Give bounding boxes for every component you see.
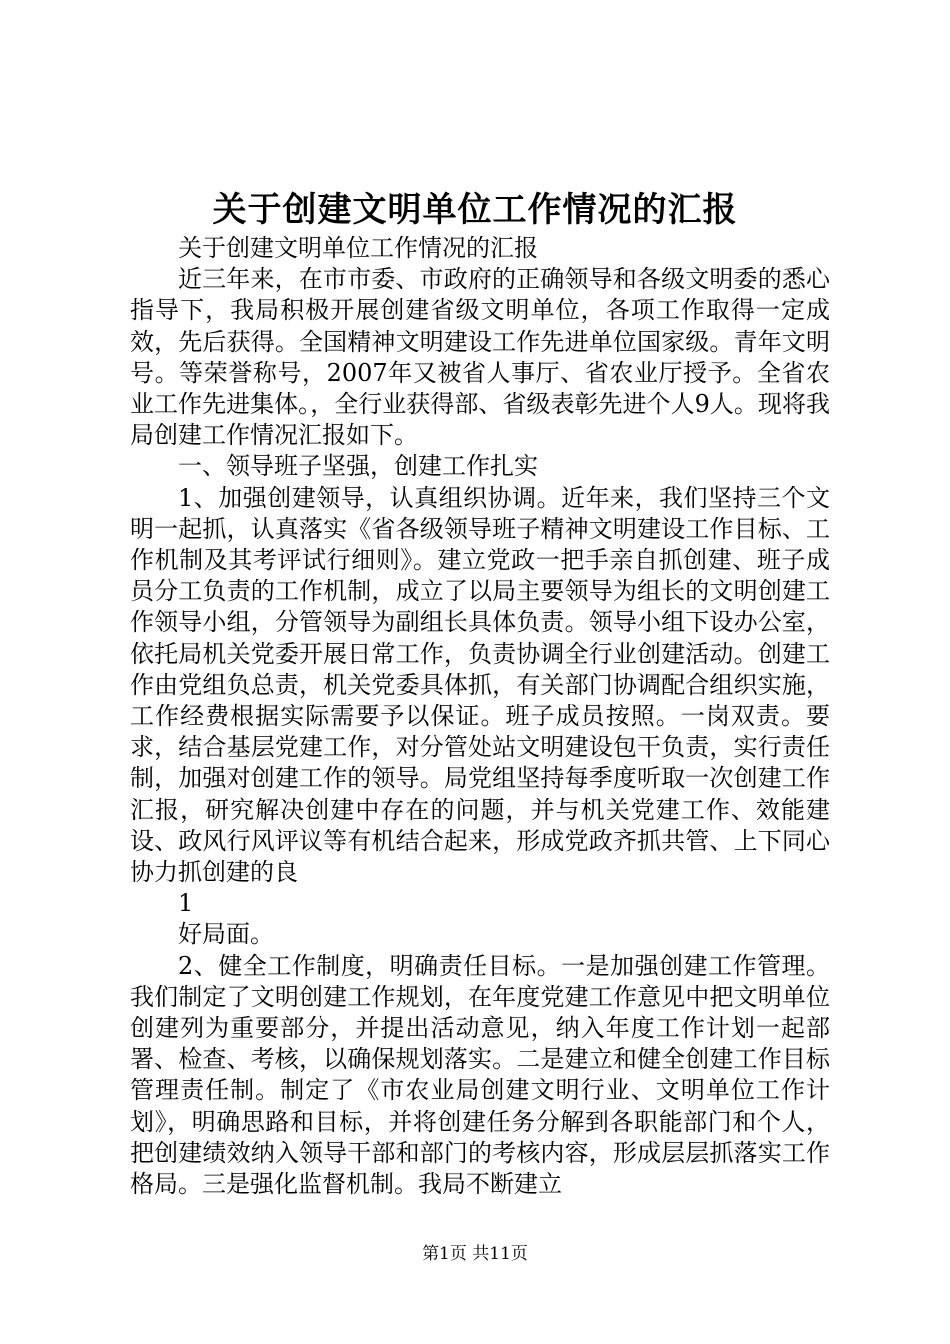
section-heading: 一、领导班子坚强，创建工作扎实 [178, 452, 538, 481]
inline-page-number: 1 [178, 889, 194, 918]
item-2-paragraph: 2、健全工作制度，明确责任目标。一是加强创建工作管理。我们制定了文明创建工作规划，在年度党建工作意见中把文明单位创建列为重要部分，并提出活动意见，纳入年度工作计划一起部署、检查、考核，以确保规划落实。二是建立和健全创建工作目标管理责任制。制定了《市农业局创建文明行业、文明单位工作计划》，明确思路和目标，并将创建任务分解到各职能部门和个人，把创建绩效纳入领导干部和部门的考核内容，形成层层抓落实工作格局。三是强化监督机制。我局不断建立 [130, 951, 830, 1199]
page-footer: 第1页 共11页 [422, 1244, 528, 1264]
document-title: 关于创建文明单位工作情况的汇报 [212, 190, 738, 230]
item-1-paragraph: 1、加强创建领导，认真组织协调。近年来，我们坚持三个文明一起抓，认真落实《省各级领导班子精神文明建设工作目标、工作机制及其考评试行细则》。建立党政一把手亲自抓创建、班子成员分工负责的工作机制，成立了以局主要领导为组长的文明创建工作领导小组，分管领导为副组长具体负责。领导小组下设办公室，依托局机关党委开展日常工作，负责协调全行业创建活动。创建工作由党组负总责，机关党委具体抓，有关部门协调配合组织实施，工作经费根据实际需要予以保证。班子成员按照。一岗双责。要求，结合基层党建工作，对分管处站文明建设包干负责，实行责任制，加强对创建工作的领导。局党组坚持每季度听取一次创建工作汇报，研究解决创建中存在的问题，并与机关党建工作、效能建设、政风行风评议等有机结合起来，形成党政齐抓共管、上下同心协力抓创建的良 [130, 483, 830, 887]
continuation-paragraph: 好局面。 [178, 920, 274, 949]
subtitle-paragraph: 关于创建文明单位工作情况的汇报 [178, 234, 538, 262]
document-body [130, 233, 830, 1200]
intro-paragraph: 近三年来，在市市委、市政府的正确领导和各级文明委的悉心指导下，我局积极开展创建省级文明单位，各项工作取得一定成效，先后获得。全国精神文明建设工作先进单位国家级。青年文明号。等荣誉称号，2007年又被省人事厅、省农业厅授予。全省农业工作先进集体。，全行业获得部、省级表彰先进个人9人。现将我局创建工作情况汇报如下。 [130, 265, 830, 450]
